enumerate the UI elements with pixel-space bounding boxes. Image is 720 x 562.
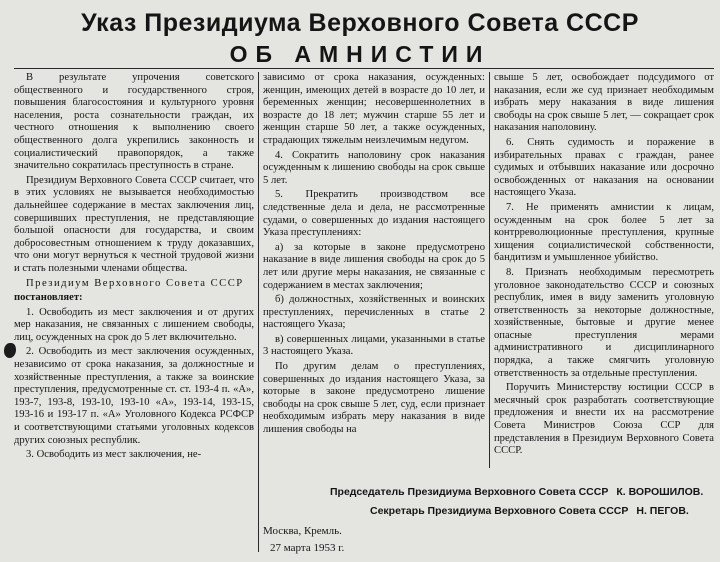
presidium-line: Президиум Верховного Совета СССР: [26, 277, 244, 289]
secretary-signature: [370, 505, 689, 517]
item-5-other-cases: По другим делам о преступлениях, совершенных до издания настоящего Указа, за которые в законе предусмотрено лишение свободы на срок свыше 5 лет, суд, если признает необходимым избрать меру наказания в виде лишения свободы на: [263, 361, 485, 436]
preamble-paragraph-1: В результате упрочения советского общественного и государственного строя, повышения благосостояния и культурного уровня населения, роста сознательности граждан, их честного отношения к выполнению своего общественного долга укрепились законность и социалистический правопорядок, а также значительно сократилась преступность в стране.: [14, 72, 254, 172]
decree-title: Указ Президиума Верховного Совета СССР: [81, 9, 639, 37]
item-5-b: б) должностных, хозяйственных и воинских преступлениях, перечисленных в статье 2 настоящего Указа;: [263, 294, 485, 331]
item-5-v: в) совершенных лицами, указанными в статье 3 настоящего Указа.: [263, 333, 485, 358]
chairman-name: К. ВОРОШИЛОВ.: [616, 486, 704, 498]
preamble-paragraph-2: Президиум Верховного Совета СССР считает, что в этих условиях не вызывается необходимостью дальнейшее содержание в местах заключения лиц, совершивших преступления, не представляющие большой опасности для государства, и своим добросовестным отношением к труду доказавших, что они могут вернуться к честной трудовой жизни и стать полезными членами общества.: [14, 174, 254, 274]
resolves-label: постановляет:: [14, 292, 83, 304]
item-4: 4. Сократить наполовину срок наказания осужденным к лишению свободы на срок свыше 5 лет.: [263, 149, 485, 186]
item-3-start: 3. Освободить из мест заключения, не-: [26, 449, 202, 461]
chairman-signature: [330, 486, 703, 498]
item-8: 8. Признать необходимым пересмотреть уголовное законодательство СССР и союзных республик, имея в виду заменить уголовную ответственность за некоторые должностные, хозяйственные, бытовые и другие менее опасные преступления мерами административного и дисциплинарного порядка, а также смягчить уголовную ответственность за отдельные преступления.: [494, 266, 714, 379]
item-3-continued: зависимо от срока наказания, осужденных: женщин, имеющих детей в возрасте до 10 лет, и беременных женщин; несовершеннолетних в возрасте до 18 лет; мужчин старше 55 лет и женщин старше 50 лет, а также осужденных, страдающих тяжелым неизлечимым недугом.: [263, 72, 485, 146]
top-rule: [14, 68, 714, 69]
chairman-title: Председатель Президиума Верховного Совета СССР: [330, 486, 609, 498]
item-5: 5. Прекратить производством все следственные дела и дела, не рассмотренные судами, о совершенных до издания настоящего Указа преступлениях:: [263, 189, 485, 239]
item-7: 7. Не применять амнистии к лицам, осужденным на срок более 5 лет за контрреволюционные преступления, крупные хищения социалистической собственности, бандитизм и умышленное убийство.: [494, 201, 714, 264]
date-line: 27 марта 1953 г.: [270, 542, 345, 554]
item-2: 2. Освободить из мест заключения осужденных, независимо от срока наказания, за должностные и хозяйственные преступления, а также за воинские преступления, предусмотренные ст. ст. 193-4 п. «А», 193-7, 193-8, 193-10, 193-10 «А», 193-14, 193-15, 193-16 и 193-17 п. «А» Уголовного Кодекса РСФСР и соответствующими статьями уголовных кодексов других союзных республик.: [14, 346, 254, 446]
item-6: 6. Снять судимость и поражение в избирательных правах с граждан, ранее судимых и отбывших наказание или досрочно освобожденных от наказания на основании настоящего Указа.: [494, 136, 714, 199]
place-line: Москва, Кремль.: [263, 525, 342, 537]
item-9: Поручить Министерству юстиции СССР в месячный срок разработать соответствующие предложения и внести их на рассмотрение Совета Министров Союза ССР для представления в Президиум Верховного Совета СССР.: [494, 382, 714, 457]
column-divider-1: [258, 72, 259, 552]
secretary-title: Секретарь Президиума Верховного Совета СССР: [370, 505, 629, 517]
item-5-a: а) за которые в законе предусмотрено наказание в виде лишения свободы на срок до 5 лет или другие меры наказания, не связанные с содержанием в местах заключения;: [263, 241, 485, 291]
column-2: [263, 72, 485, 439]
item-5-continued: свыше 5 лет, освобождает подсудимого от наказания, если же суд признает необходимым избрать меру наказания в виде лишения свободы на срок свыше 5 лет, — сокращает срок наказания наполовину.: [494, 72, 714, 134]
column-divider-2: [489, 72, 490, 468]
item-1: 1. Освободить из мест заключения и от других мер наказания, не связанных с лишением свободы, лиц, осужденных на срок до 5 лет включительно.: [14, 306, 254, 343]
decree-subtitle: ОБ АМНИСТИИ: [229, 41, 491, 67]
secretary-name: Н. ПЕГОВ.: [636, 505, 689, 517]
column-1: [14, 72, 254, 464]
column-3: [494, 72, 714, 460]
